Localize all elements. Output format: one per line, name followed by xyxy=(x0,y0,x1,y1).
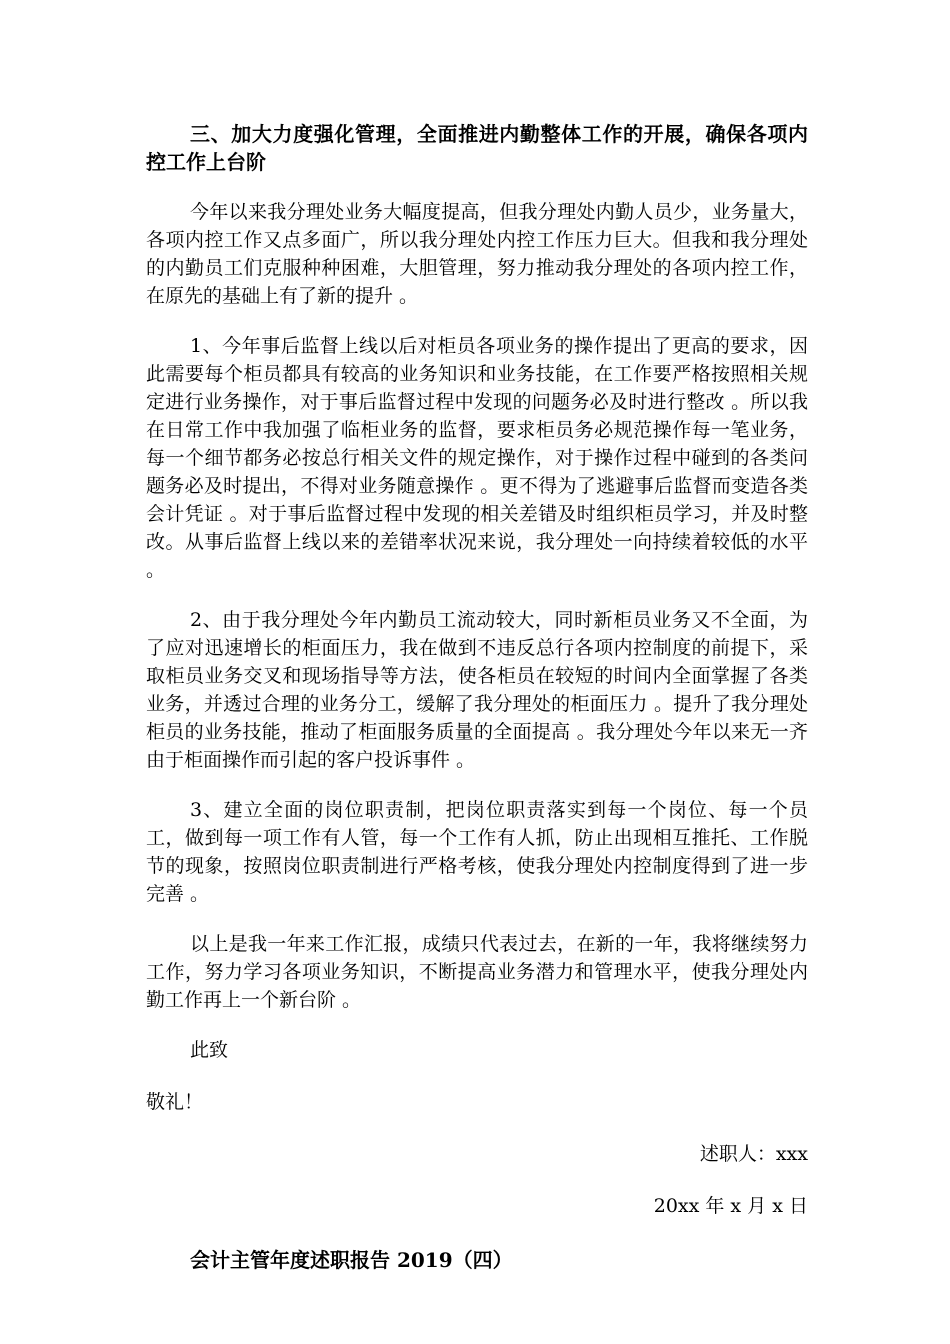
signature: 述职人：xxx xyxy=(699,1143,808,1165)
next-report-title: 会计主管年度述职报告 2019（四） xyxy=(190,1248,513,1272)
paragraph-intro: 今年以来我分理处业务大幅度提高，但我分理处内勤人员少，业务量大，各项内控工作又点多面广，所以我分理处内控工作压力巨大。但我和我分理处的内勤员工们克服种种困难，大胆管理，努力推动我分理处的各项内控工作，在原先的基础上有了新的提升 。 xyxy=(146,201,808,307)
closing-line: 此致 xyxy=(190,1039,229,1061)
paragraph-conclusion: 以上是我一年来工作汇报，成绩只代表过去，在新的一年，我将继续努力工作，努力学习各项业务知识，不断提高业务潜力和管理水平，使我分理处内勤工作再上一个新台阶 。 xyxy=(146,933,808,1011)
greeting: 敬礼！ xyxy=(146,1091,204,1113)
document-body xyxy=(146,120,808,1274)
paragraph-item-2: 2、由于我分理处今年内勤员工流动较大，同时新柜员业务又不全面，为了应对迅速增长的柜面压力，我在做到不违反总行各项内控制度的前提下，采取柜员业务交叉和现场指导等方法，使各柜员在较短的时间内全面掌握了各类业务，并透过合理的业务分工，缓解了我分理处的柜面压力 。提升了我分理处柜员的业务技能，推动了柜面服务质量的全面提高 。我分理处今年以来无一齐由于柜面操作而引起的客户投诉事件 。 xyxy=(146,609,808,771)
section-heading: 三、加大力度强化管理，全面推进内勤整体工作的开展，确保各项内控工作上台阶 xyxy=(146,122,808,174)
paragraph-item-1: 1、今年事后监督上线以后对柜员各项业务的操作提出了更高的要求，因此需要每个柜员都具有较高的业务知识和业务技能，在工作要严格按照相关规定进行业务操作，对于事后监督过程中发现的问题务必及时进行整改 。所以我在日常工作中我加强了临柜业务的监督，要求柜员务必规范操作每一笔业务，每一个细节都务必按总行相关文件的规定操作，对于操作过程中碰到的各类问题务必及时提出，不得对业务随意操作 。更不得为了逃避事后监督而变造各类会计凭证 。对于事后监督过程中发现的相关差错及时组织柜员学习，并及时整改。从事后监督上线以来的差错率状况来说，我分理处一向持续着较低的水平 。 xyxy=(146,335,808,581)
date-line: 20xx 年 x 月 x 日 xyxy=(653,1195,808,1217)
paragraph-item-3: 3、建立全面的岗位职责制，把岗位职责落实到每一个岗位、每一个员工，做到每一项工作有人管，每一个工作有人抓，防止出现相互推托、工作脱节的现象，按照岗位职责制进行严格考核，使我分理处内控制度得到了进一步完善 。 xyxy=(146,799,808,905)
